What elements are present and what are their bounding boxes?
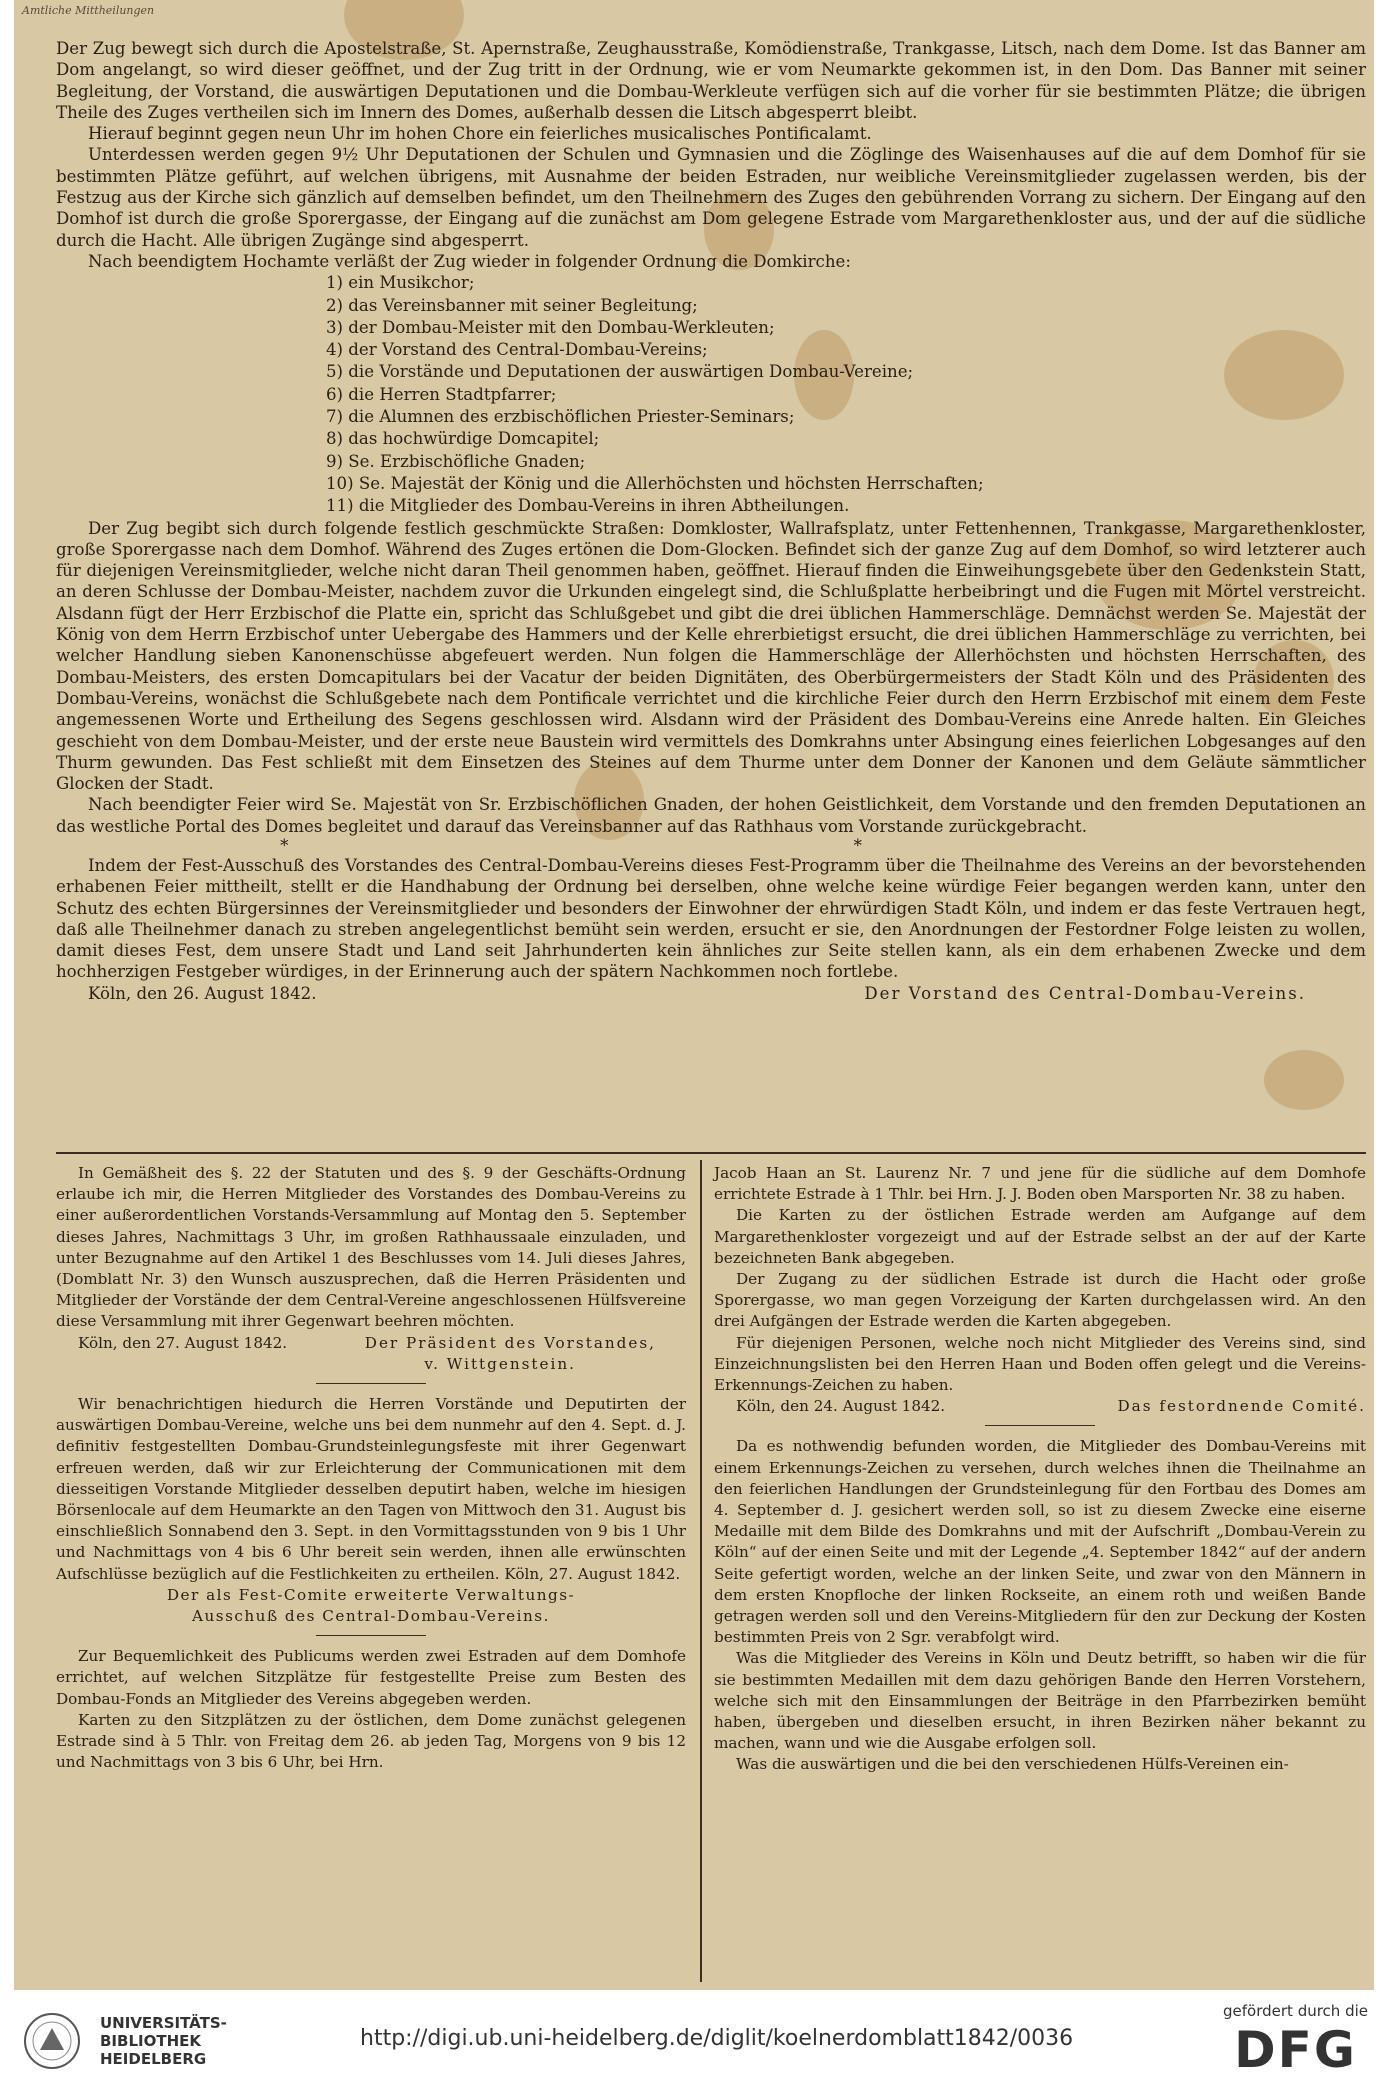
signature: Der als Fest-Comite erweiterte Verwaltungs- — [166, 1585, 576, 1604]
separator — [316, 1383, 426, 1384]
paragraph: Indem der Fest-Ausschuß des Vorstandes des Central-Dombau-Vereins dieses Fest-Programm über die Theilnahme des Vereins an der bevorstehenden erhabenen Feier mittheilt, stellt er die Handhabung der Ordnung bei derselben, ohne welche keine würdige Feier begangen werden kann, unter den Schutz des echten Bürgersinnes der Vereinsmitglieder und besonders der Einwohner der ehrwürdigen Stadt Köln, und indem er das feste Vertrauen hegt, daß alle Theilnehmer danach zu streben angelegentlichst bemüht sein werden, ersucht er sie, den Anordnungen der Festordner Folge leisten zu wollen, damit dieses Fest, dem unsere Stadt und Land seit Jahrhunderten kein ähnliches zur Seite stellen kann, als ein dem erhabenen Zwecke und dem hochherzigen Festgeber würdiges, in der Erinnerung auch der spätern Nachkommen noch fortlebe. — [56, 855, 1366, 982]
paragraph: Da es nothwendig befunden worden, die Mitglieder des Dombau-Vereins mit einem Erkennungs-Zeichen zu versehen, durch welches ihnen die Theilnahme an den feierlichen Handlungen der Grundsteinlegung für den Fortbau des Domes am 4. September d. J. gesichert werden soll, so ist zu diesem Zwecke eine eiserne Medaille mit dem Bilde des Domkrahns und mit der Aufschrift „Dombau-Verein zu Köln“ auf der einen Seite und mit der Legende „4. September 1842“ auf der andern Seite gefertigt worden, welche an der linken Seite, und zwar von den Männern in dem ersten Knopfloche der linken Rockseite, an einem roth und weißen Bande getragen werden soll und den Vereins-Mitgliedern für den zur Deckung der Kosten bestimmten Preis von 2 Sgr. verabfolgt wird. — [714, 1437, 1366, 1647]
paragraph: Nach beendigtem Hochamte verläßt der Zug wieder in folgender Ordnung die Domkirche: — [88, 251, 851, 271]
signature: Der Präsident des Vorstandes, — [364, 1333, 656, 1352]
list-item: 4) der Vorstand des Central-Dombau-Vereins; — [326, 340, 708, 360]
list-item: 10) Se. Majestät der König und die Allerhöchsten und höchsten Herrschaften; — [326, 473, 984, 493]
procession-order-list — [326, 272, 1366, 517]
signature-row — [56, 1333, 686, 1354]
signature: Ausschuß des Central-Dombau-Vereins. — [192, 1607, 550, 1626]
university-library-logo-text[interactable] — [100, 2014, 227, 2068]
left-column — [56, 1163, 686, 1773]
paragraph: Für diejenigen Personen, welche noch nicht Mitglieder des Vereins sind, sind Einzeichnungslisten bei den Herren Haan und Boden offen gelegt und die Vereins-Erkennungs-Zeichen zu haben. — [714, 1333, 1366, 1395]
paragraph: Nach beendigter Feier wird Se. Majestät von Sr. Erzbischöflichen Gnaden, der hohen Geistlichkeit, dem Vorstande und den fremden Deputationen an das westliche Portal des Domes begleitet und darauf das Vereinsbanner auf das Rathhaus vom Vorstande zurückgebracht. — [56, 795, 1366, 836]
date-line: Köln, den 27. August 1842. — [78, 1333, 288, 1352]
logo-line: HEIDELBERG — [100, 2050, 207, 2068]
dfg-logo[interactable] — [1223, 2002, 1368, 2080]
horizontal-rule — [56, 1152, 1366, 1154]
list-item: 11) die Mitglieder des Dombau-Vereins in ihren Abtheilungen. — [326, 496, 850, 516]
signature: Der Vorstand des Central-Dombau-Vereins. — [864, 983, 1306, 1003]
date-line: Köln, den 26. August 1842. — [88, 983, 317, 1003]
signature: Das festordnende Comité. — [1117, 1397, 1366, 1416]
section-divider-stars: * * — [280, 835, 1142, 855]
list-item: 2) das Vereinsbanner mit seiner Begleitung; — [326, 295, 698, 315]
festival-program — [56, 38, 1366, 1004]
logo-line: UNIVERSITÄTS- — [100, 2014, 227, 2032]
dfg-wordmark: DFG — [1234, 2021, 1357, 2079]
paragraph: Zur Bequemlichkeit des Publicums werden zwei Estraden auf dem Domhofe errichtet, auf welchen Sitzplätze für festgestellte Preise zum Besten des Dombau-Fonds an Mitglieder des Vereins abgegeben werden. — [56, 1647, 686, 1708]
document-page — [14, 0, 1374, 1990]
list-item: 7) die Alumnen des erzbischöflichen Priester-Seminars; — [326, 407, 795, 427]
list-item: 8) das hochwürdige Domcapitel; — [326, 429, 600, 449]
paragraph: Der Zugang zu der südlichen Estrade ist durch die Hacht oder große Sporergasse, wo man gegen Vorzeigung der Karten durchgelassen wird. An den drei Aufgängen der Estrade werden die Karten abgegeben. — [714, 1270, 1366, 1331]
paragraph: Der Zug bewegt sich durch die Apostelstraße, St. Apernstraße, Zeughausstraße, Komödienstraße, Trankgasse, Litsch, nach dem Dome. Ist das Banner am Dom angelangt, so wird dieser geöffnet, und der Zug tritt in der Ordnung, wie er vom Neumarkte gekommen ist, in den Dom. Das Banner mit seiner Begleitung, der Vorstand, die auswärtigen Deputationen und die Dombau-Werkleute verfügen sich auf die vorher für sie bestimmten Plätze; die übrigen Theile des Zuges vertheilen sich im Innern des Domes, außerhalb dessen die Litsch abgesperrt bleibt. — [56, 39, 1366, 122]
list-item: 1) ein Musikchor; — [326, 273, 475, 293]
stain — [1264, 1050, 1344, 1110]
right-column — [714, 1163, 1366, 1776]
paragraph: Was die auswärtigen und die bei den verschiedenen Hülfs-Vereinen ein- — [736, 1755, 1289, 1774]
column-divider — [700, 1160, 702, 1982]
paragraph: Karten zu den Sitzplätzen zu der östlichen, dem Dome zunächst gelegenen Estrade sind à 5 Thlr. von Freitag dem 26. ab jeden Tag, Morgens von 9 bis 12 und Nachmittags von 3 bis 6 Uhr, bei Hrn. — [56, 1710, 686, 1772]
paragraph: Unterdessen werden gegen 9½ Uhr Deputationen der Schulen und Gymnasien und die Zöglinge des Waisenhauses auf die auf dem Domhof für sie bestimmten Plätze geführt, auf welchen übrigens, mit Ausnahme der beiden Estraden, nur weibliche Vereinsmitglieder zugelassen werden, bis der Festzug aus der Kirche sich gänzlich auf demselben befindet, um den Theilnehmern des Zuges den gebührenden Vorrang zu sichern. Der Eingang auf den Domhof ist durch die große Sporergasse, der Eingang auf die zunächst am Dom gelegene Estrade vom Margarethenkloster aus, und der auf die südliche durch die Hacht. Alle übrigen Zugänge sind abgesperrt. — [56, 145, 1366, 250]
signature-row — [714, 1396, 1366, 1417]
paragraph: Der Zug begibt sich durch folgende festlich geschmückte Straßen: Domkloster, Wallrafsplatz, unter Fettenhennen, Trankgasse, Margarethenkloster, große Sporergasse nach dem Domhof. Während des Zuges ertönen die Dom-Glocken. Befindet sich der ganze Zug auf dem Domhof, so wird letzterer auch für diejenigen Vereinsmitglieder, welche nicht daran Theil genommen haben, geöffnet. Hierauf finden die Einweihungsgebete über den Gedenkstein Statt, an deren Schlusse der Dombau-Meister, nachdem zuvor die Urkunden eingelegt sind, die Schlußplatte herbeibringt und die Fugen mit Mörtel verstreicht. Alsdann fügt der Herr Erzbischof die Platte ein, spricht das Schlußgebet und gibt die drei üblichen Hammerschläge. Demnächst werden Se. Majestät der König von dem Herrn Erzbischof unter Uebergabe des Hammers und der Kelle ehrerbietigst ersucht, die drei üblichen Hammerschläge zu verrichten, bei welcher Handlung sieben Kanonenschüsse abgefeuert werden. Nun folgen die Hammerschläge der Allerhöchsten und höchsten Herrschaften, des Dombau-Meisters, des ersten Domcapitulars bei der Vacatur der beiden Dignitäten, des Oberbürgermeisters der Stadt Köln und des Präsidenten des Dombau-Vereins, wonächst die Schlußgebete nach dem Pontificale verrichtet und die kirchliche Feier durch den Herrn Erzbischof mit einem dem Feste angemessenen Worte und Ertheilung des Segens geschlossen wird. Alsdann wird der Präsident des Dombau-Vereins eine Anrede halten. Ein Gleiches geschieht von dem Dombau-Meister, und der erste neue Baustein wird vermittels des Domkrahns unter Absingung eines feierlichen Lobgesanges auf den Thurm gewunden. Das Fest schließt mit dem Einsetzen des Steines auf dem Thurme unter dem Donner der Kanonen und dem Geläute sämmtlicher Glocken der Stadt. — [56, 518, 1366, 794]
paragraph: Wir benachrichtigen hiedurch die Herren Vorstände und Deputirten der auswärtigen Dombau-Vereine, welche uns bei dem nunmehr auf den 4. Sept. d. J. definitiv festgestellten Dombau-Grundsteinlegungsfeste mit ihrer Gegenwart erfreuen werden, daß wir zur Erleichterung der Communicationen mit dem diesseitigen Vorstande Mitglieder desselben deputirt haben, welche im hiesigen Börsenlocale auf dem Heumarkte an den Tagen von Mittwoch den 31. August bis einschließlich Sonnabend den 3. Sept. in den Vormittagsstunden von 9 bis 1 Uhr und Nachmittags von 4 bis 6 Uhr bereit sein werden, ihnen alle erwünschten Aufschlüsse bezüglich auf die Festlichkeiten zu ertheilen. Köln, 27. August 1842. — [56, 1395, 686, 1583]
signature-row — [56, 983, 1366, 1004]
handwritten-note: Amtliche Mittheilungen — [22, 4, 155, 17]
paragraph: In Gemäßheit des §. 22 der Statuten und des §. 9 der Geschäfts-Ordnung erlaube ich mir, die Herren Mitglieder des Vorstandes des Dombau-Vereins zu einer außerordentlichen Vorstands-Versammlung auf Montag den 5. September dieses Jahres, Nachmittags 3 Uhr, im großen Rathhaussaale einzuladen, und unter Bezugnahme auf den Artikel 1 des Beschlusses vom 14. Juli dieses Jahres, (Domblatt Nr. 3) den Wunsch auszusprechen, daß die Herren Präsidenten und Mitglieder der Vorstände der dem Central-Vereine angeschlossenen Hülfsvereine diese Versammlung mit ihrer Gegenwart beehren möchten. — [56, 1164, 686, 1331]
separator — [316, 1635, 426, 1636]
permalink[interactable]: http://digi.ub.uni-heidelberg.de/diglit/koelnerdomblatt1842/0036 — [360, 2026, 1074, 2051]
footer-bar — [0, 1990, 1388, 2090]
signature-name: v. Wittgenstein. — [424, 1354, 576, 1373]
paragraph: Was die Mitglieder des Vereins in Köln und Deutz betrifft, so haben wir die für sie bestimmten Medaillen mit dem dazu gehörigen Bande den Herren Vorstehern, welche sich mit den Einsammlungen der Beiträge in den Pfarrbezirken bemüht haben, übergeben und dieselben ersucht, in ihren Bezirken näher bekannt zu machen, wann und wie die Ausgabe erfolgen soll. — [714, 1649, 1366, 1753]
logo-line: BIBLIOTHEK — [100, 2032, 201, 2050]
list-item: 6) die Herren Stadtpfarrer; — [326, 384, 557, 404]
paragraph: Hierauf beginnt gegen neun Uhr im hohen Chore ein feierliches musicalisches Pontificalamt. — [88, 124, 872, 144]
separator — [985, 1425, 1095, 1426]
paragraph: Jacob Haan an St. Laurenz Nr. 7 und jene für die südliche auf dem Domhofe errichtete Estrade à 1 Thlr. bei Hrn. J. J. Boden oben Marsporten Nr. 38 zu haben. — [714, 1164, 1366, 1204]
list-item: 5) die Vorstände und Deputationen der auswärtigen Dombau-Vereine; — [326, 362, 914, 382]
date-line: Köln, den 24. August 1842. — [736, 1397, 946, 1416]
paragraph: Die Karten zu der östlichen Estrade werden am Aufgange auf dem Margarethenkloster vorgezeigt und auf der Estrade selbst an der auf der Karte bezeichneten Bank abgegeben. — [714, 1206, 1366, 1267]
list-item: 3) der Dombau-Meister mit den Dombau-Werkleuten; — [326, 317, 775, 337]
funded-by-text: gefördert durch die — [1223, 2002, 1368, 2020]
university-seal-icon[interactable] — [22, 2012, 82, 2070]
list-item: 9) Se. Erzbischöfliche Gnaden; — [326, 451, 586, 471]
